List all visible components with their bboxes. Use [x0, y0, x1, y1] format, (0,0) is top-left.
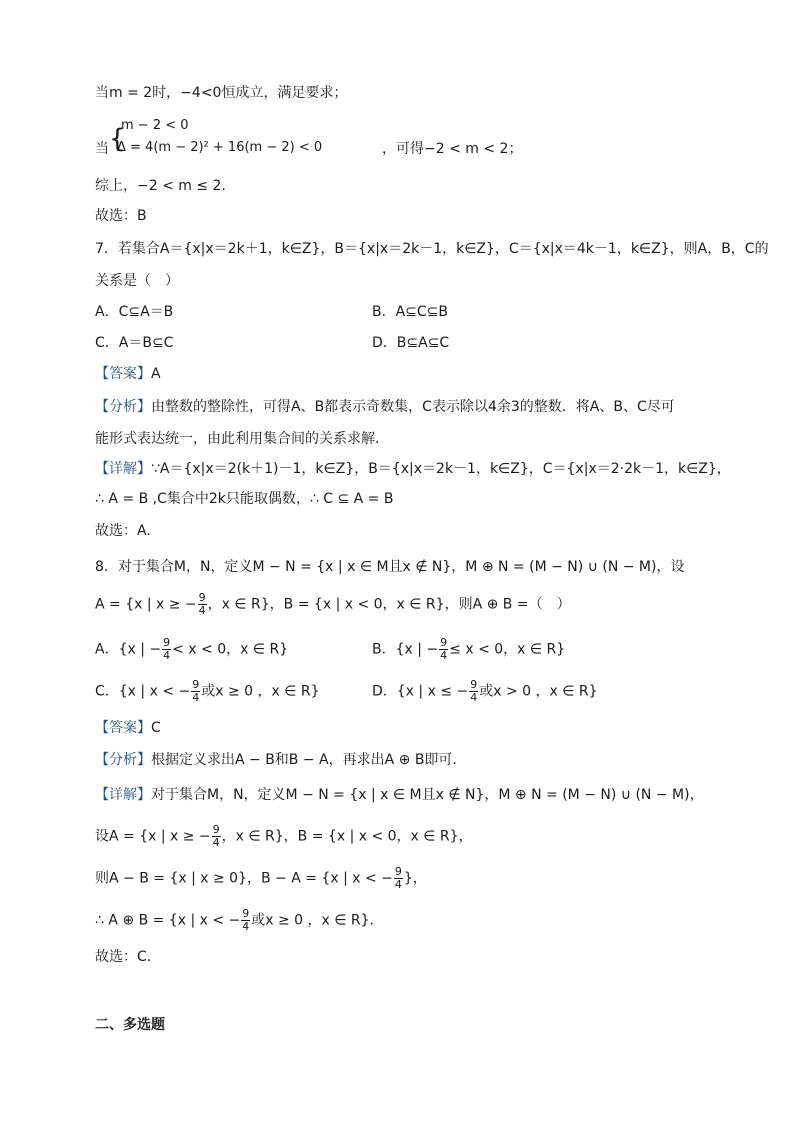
q7-option-c: C．A＝B⊆C — [95, 335, 174, 351]
system-line-1: m − 2 < 0 — [121, 118, 189, 133]
text-line: 故选：B — [95, 208, 147, 224]
q7-option-d: D．B⊆A⊆C — [372, 335, 450, 351]
text-line: 当m = 2时，−4<0恒成立，满足要求； — [95, 85, 348, 101]
analysis-text: 根据定义求出A − B和B − A，再求出A ⊕ B即可． — [151, 752, 467, 768]
fraction-nine-fourths: $\frac{9}{4}$ — [212, 823, 220, 849]
question-8-stem-cont — [95, 592, 571, 617]
analysis-text: 由整数的整除性，可得A、B都表示奇数集，C表示除以4余3的整数．将A、B、C尽可 — [151, 399, 675, 415]
q8-option-c: C．{x | x < − $\frac{9}{4}$ 或x ≥ 0 ，x ∈ R} — [95, 678, 320, 704]
q8-analysis — [95, 749, 466, 771]
q8-option-b: B．{x | − $\frac{9}{4}$ ≤ x < 0，x ∈ R} — [372, 636, 566, 662]
q8-detail-3: 则A − B = {x | x ≥ 0}，B − A = {x | x < − $\frac{9}{4}$ }， — [95, 865, 427, 891]
q8-detail — [95, 784, 704, 806]
q7-choose: 故选：A. — [95, 523, 151, 539]
answer-tag: 【答案】 — [95, 366, 151, 382]
detail-tag: 【详解】 — [95, 461, 151, 477]
system-line-2: Δ = 4(m − 2)² + 16(m − 2) < 0 — [117, 140, 323, 155]
fraction-nine-fourths: $\frac{9}{4}$ — [198, 591, 206, 617]
q8-option-d: D．{x | x ≤ − $\frac{9}{4}$ 或x > 0 ，x ∈ R} — [372, 678, 598, 704]
text-line: 综上，−2 < m ≤ 2. — [95, 178, 226, 194]
detail-text: 对于集合M，N，定义M − N = {x | x ∈ M且x ∉ N}，M ⊕ N = (M − N) ∪ (N − M)， — [151, 787, 704, 803]
section-heading: 二、多选题 — [95, 1017, 165, 1033]
fraction-nine-fourths: $\frac{9}{4}$ — [394, 865, 402, 891]
q7-option-b: B．A⊆C⊆B — [372, 304, 449, 320]
q8-choose: 故选：C． — [95, 949, 161, 965]
fraction-nine-fourths: $\frac{9}{4}$ — [242, 907, 250, 933]
answer-value: C — [151, 720, 161, 736]
analysis-tag: 【分析】 — [95, 752, 151, 768]
q7-detail-cont: ∴ A = B ,C集合中2k只能取偶数，∴ C ⊆ A = B — [95, 491, 394, 507]
answer-value: A — [151, 366, 161, 382]
detail-tag: 【详解】 — [95, 787, 151, 803]
q8-detail-2: 设A = {x | x ≥ − $\frac{9}{4}$ ，x ∈ R}，B = {x | x < 0，x ∈ R}， — [95, 823, 473, 849]
analysis-tag: 【分析】 — [95, 399, 151, 415]
question-8-stem: 8．对于集合M，N，定义M − N = {x | x ∈ M且x ∉ N}，M ⊕ N = (M − N) ∪ (N − M)，设 — [95, 559, 685, 575]
q7-answer — [95, 363, 161, 385]
question-7-stem: 7．若集合A＝{x|x＝2k＋1，k∈Z}，B＝{x|x＝2k－1，k∈Z}，C＝{x|x＝4k－1，k∈Z}，则A，B，C的 — [95, 241, 769, 257]
answer-tag: 【答案】 — [95, 720, 151, 736]
q8-detail-4: ∴ A ⊕ B = {x | x < − $\frac{9}{4}$ 或x ≥ 0 ，x ∈ R}． — [95, 907, 384, 933]
q7-analysis-cont: 能形式表达统一，由此利用集合间的关系求解． — [95, 431, 389, 447]
text-fragment: 当 — [95, 141, 109, 157]
left-brace-symbol: { — [109, 124, 126, 154]
fraction-nine-fourths: $\frac{9}{4}$ — [470, 678, 478, 704]
detail-text: ∵A＝{x|x＝2(k＋1)－1，k∈Z}，B＝{x|x＝2k－1，k∈Z}，C＝{x|x＝2·2k－1，k∈Z}， — [151, 461, 731, 477]
q8-option-a: A．{x | − $\frac{9}{4}$ < x < 0，x ∈ R} — [95, 636, 289, 662]
q7-analysis — [95, 396, 675, 418]
fraction-nine-fourths: $\frac{9}{4}$ — [440, 636, 448, 662]
fraction-nine-fourths: $\frac{9}{4}$ — [192, 678, 200, 704]
fraction-nine-fourths: $\frac{9}{4}$ — [163, 636, 171, 662]
question-7-stem-cont: 关系是（ ） — [95, 273, 179, 289]
text-fragment: ，x ∈ R}，B = {x | x < 0，x ∈ R}，则A ⊕ B =（ ） — [207, 596, 571, 613]
q7-option-a: A．C⊆A＝B — [95, 304, 174, 320]
q7-detail — [95, 458, 731, 480]
q8-answer — [95, 717, 161, 739]
text-fragment: A = {x | x ≥ − — [95, 596, 197, 613]
text-fragment: ，可得−2 < m < 2； — [382, 141, 523, 157]
